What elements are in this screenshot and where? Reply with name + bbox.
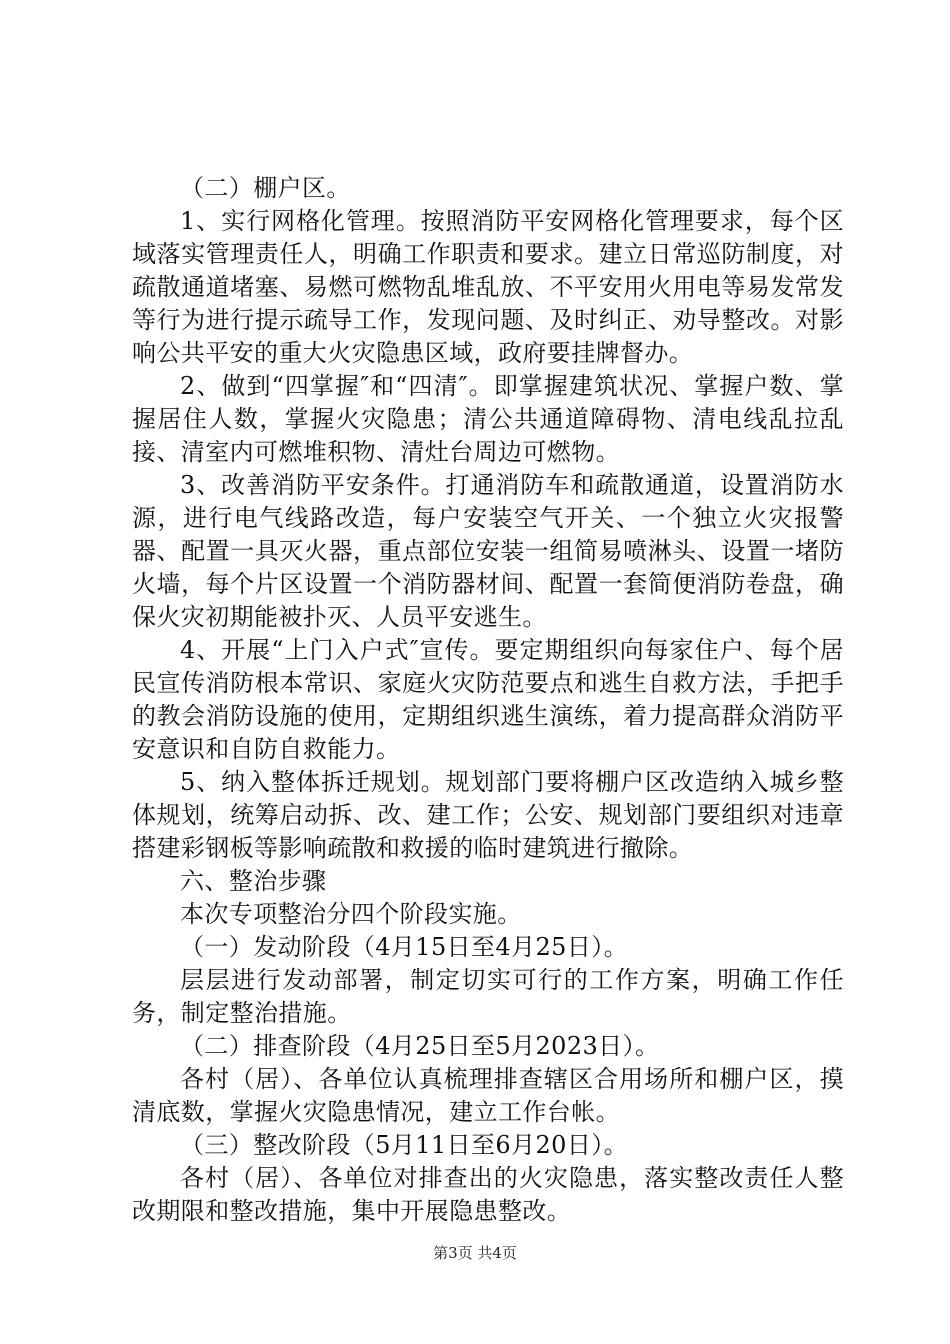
paragraph-four-stages: 本次专项整治分四个阶段实施。 — [180, 900, 522, 928]
paragraph-improve-conditions: 3、改善消防平安条件。打通消防车和疏散通道，设置消防水源，进行电气线路改造，每户安装空气开关、一个独立火灾报警器、配置一具灭火器，重点部位安装一组简易喷淋头、设置一堵防火墙，每个片区设置一个消防器材间、配置一套简便消防卷盘，确保火灾初期能被扑灭、人员平安逃生。 — [132, 471, 844, 631]
stage-heading-mobilization: （一）发动阶段（4月15日至4月25日）。 — [180, 933, 629, 961]
paragraph-rectification: 各村（居）、各单位对排查出的火灾隐患，落实整改责任人整改期限和整改措施，集中开展隐患整改。 — [132, 1164, 844, 1225]
paragraph-demolition-planning: 5、纳入整体拆迁规划。规划部门要将棚户区改造纳入城乡整体规划，统筹启动拆、改、建工作；公安、规划部门要组织对违章搭建彩钢板等影响疏散和救援的临时建筑进行撤除。 — [132, 768, 844, 862]
stage-heading-rectification: （三）整改阶段（5月11日至6月20日）。 — [180, 1131, 629, 1159]
section-heading-steps: 六、整治步骤 — [180, 867, 327, 895]
stage-heading-investigation: （二）排查阶段（4月25日至5月2023日）。 — [180, 1032, 660, 1060]
section-heading-shanty-area: （二）棚户区。 — [180, 174, 351, 202]
page-number-footer: 第3页 共4页 — [433, 1244, 517, 1262]
paragraph-four-grasp-four-clear: 2、做到“四掌握″和“四清″。即掌握建筑状况、掌握户数、掌握居住人数，掌握火灾隐患；清公共通道障碍物、清电线乱拉乱接、清室内可燃堆积物、清灶台周边可燃物。 — [132, 372, 844, 466]
paragraph-door-to-door-publicity: 4、开展“上门入户式″宣传。要定期组织向每家住户、每个居民宣传消防根本常识、家庭火灾防范要点和逃生自救方法，手把手的教会消防设施的使用，定期组织逃生演练，着力提高群众消防平安意识和自防自救能力。 — [132, 636, 844, 763]
paragraph-investigation: 各村（居）、各单位认真梳理排查辖区合用场所和棚户区，摸清底数，掌握火灾隐患情况，建立工作台帐。 — [132, 1065, 844, 1126]
document-body — [132, 172, 844, 1228]
paragraph-mobilization: 层层进行发动部署，制定切实可行的工作方案，明确工作任务，制定整治措施。 — [132, 966, 844, 1027]
paragraph-grid-management: 1、实行网格化管理。按照消防平安网格化管理要求，每个区域落实管理责任人，明确工作职责和要求。建立日常巡防制度，对疏散通道堵塞、易燃可燃物乱堆乱放、不平安用火用电等易发常发等行为进行提示疏导工作，发现问题、及时纠正、劝导整改。对影响公共平安的重大火灾隐患区域，政府要挂牌督办。 — [132, 207, 844, 367]
